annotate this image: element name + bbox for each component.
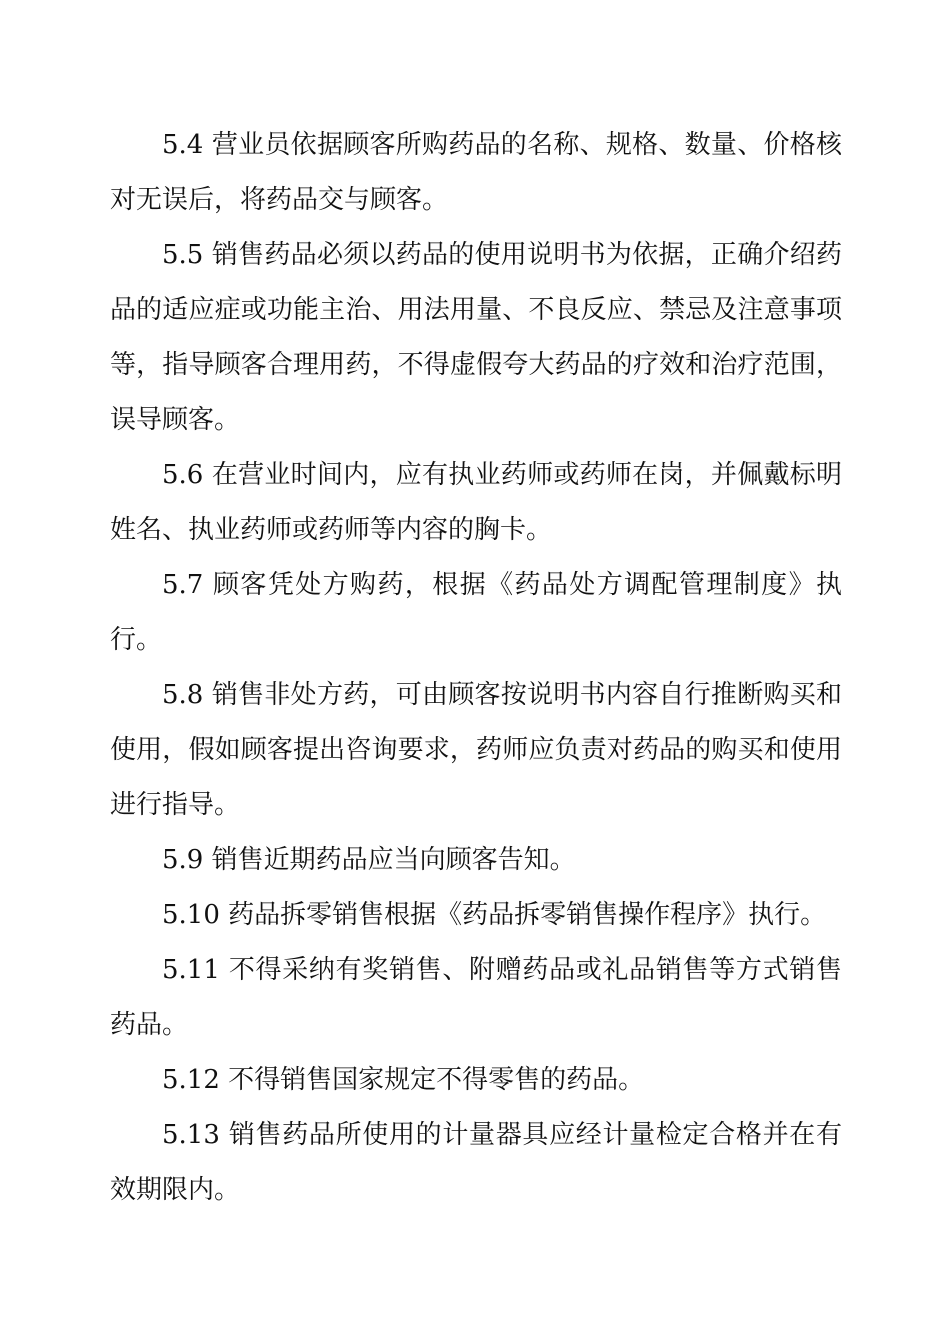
paragraph-5-4: 5.4 营业员依据顾客所购药品的名称、规格、数量、价格核对无误后，将药品交与顾客。: [110, 130, 842, 215]
document-body: [110, 118, 842, 1218]
paragraph-5-11: 5.11 不得采纳有奖销售、附赠药品或礼品销售等方式销售药品。: [110, 955, 842, 1040]
paragraph-5-5: 5.5 销售药品必须以药品的使用说明书为依据，正确介绍药品的适应症或功能主治、用法用量、不良反应、禁忌及注意事项等，指导顾客合理用药，不得虚假夸大药品的疗效和治疗范围，误导顾客。: [110, 240, 842, 435]
paragraph-5-12: 5.12 不得销售国家规定不得零售的药品。: [162, 1065, 645, 1095]
paragraph-5-8: 5.8 销售非处方药，可由顾客按说明书内容自行推断购买和使用，假如顾客提出咨询要求，药师应负责对药品的购买和使用进行指导。: [110, 680, 842, 820]
paragraph-5-10: 5.10 药品拆零销售根据《药品拆零销售操作程序》执行。: [162, 900, 827, 930]
paragraph-5-6: 5.6 在营业时间内，应有执业药师或药师在岗，并佩戴标明姓名、执业药师或药师等内容的胸卡。: [110, 460, 842, 545]
paragraph-5-7: 5.7 顾客凭处方购药，根据《药品处方调配管理制度》执行。: [110, 570, 842, 655]
paragraph-5-9: 5.9 销售近期药品应当向顾客告知。: [162, 845, 576, 875]
paragraph-5-13: 5.13 销售药品所使用的计量器具应经计量检定合格并在有效期限内。: [110, 1120, 842, 1205]
